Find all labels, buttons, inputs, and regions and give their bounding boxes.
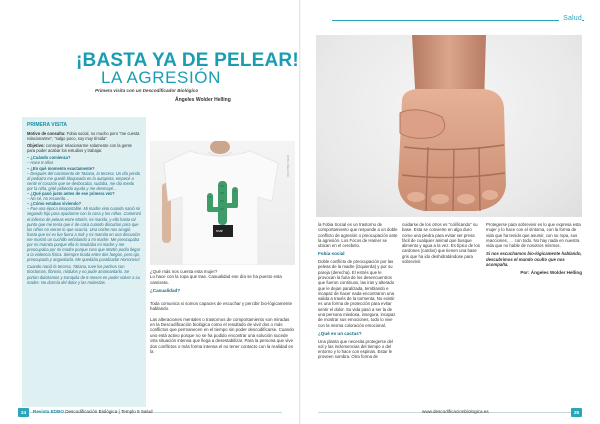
sidebar-answer: – Hace 8 años [27, 160, 54, 166]
fist-photo [316, 35, 582, 217]
left-body-text [150, 269, 295, 354]
section-rule [332, 20, 584, 21]
footer-left-text [33, 409, 153, 414]
page-number-right: 25 [571, 408, 582, 417]
article-byline: Por: Ángeles Wolder Helling [520, 270, 582, 276]
article-author: Ángeles Wolder Helling [175, 97, 231, 103]
objetivo-label: Objetivo: [27, 143, 45, 149]
left-paragraph: Las alteraciones mentales o trastornos de comportamiento son miradas en la Descodificación biológica como el resultado de vivir dos o más conflictos que permanecen en el tiempo sin poder descodificarse. Cuando uno está activo porque no se ha podido encontrar una solución sucede otra situación intensa que llega a desestabilizar. Para la persona que vive dos conflictos o más forma intensa el no tener contacto con la realidad es la [150, 316, 295, 355]
sidebar-question: – ¿En qué momento exactamente? [27, 165, 95, 171]
right-paragraph: Una planta que necesita protegerse del sol y las inclemencias del tiempo o del entorno y lo hace con espinas. Estar le proveen sombra. Otra forma de [318, 338, 394, 360]
sidebar-answer: – Después del nacimiento de Tatiana, la tercera. Un día yendo al pediatra me quedé bloqueada en la autopista, empecé a sentir el corazón que se desbocaba, sudaba, me dio miedo por la niña, grité pidiendo ayuda y me desmayé… [27, 170, 141, 191]
article-title: ¡BASTA YA DE PELEAR! [76, 50, 299, 71]
right-paragraph: Doble conflicto de preocupación por las peleas de la madre (izquierda) y por su pareja (derecha). El estrés que le provocan la furia de los desencuentros que fueron continuos, las iras y alterado que le dejan paralizada, temblando e incapaz de hacer nada encontraron una salida a través de la tormenta. No existir es una forma de protección para evitar sentir el dolor. Su vida pasó a ser la de una persona miedosa, insegura, incapaz de mostrar sus emociones, todo lo vive con la misma coloración emocional. [318, 259, 396, 328]
page-number-left: 24 [18, 408, 29, 417]
sidebar-answer: Cuando nació la tercera, Tatiana, tuve los pechos con tiroctomas, fibrosis, nódulos y no pude amamantarlo. Se portan dulcitamos y tranquila de 6 meses en poder volver a su madre. No dormía del dolor y las molestias. [27, 264, 140, 285]
left-paragraph: Lo hace con la ropa que trae. Casualidad ese día se ha puesto esta camiseta. [150, 274, 282, 285]
right-column-1 [318, 222, 398, 363]
fist-illustration [316, 35, 582, 217]
left-paragraph: ¿Qué más nos cuenta esta mujer? [150, 269, 218, 274]
right-paragraph: Protegerse para sobrevivir es lo que expresa esta mujer y lo hace con el síntoma, con la forma de vida que ha tenido que asumir, con su ropa, sus reacciones, … con todo. No hay nada en nuestra vida que no hable de nosotros mismos. [486, 222, 581, 249]
tshirt-pot-text: mar [216, 228, 223, 233]
left-subheading: ¿Casualidad? [150, 288, 181, 294]
right-column-2 [402, 222, 482, 267]
photo-credit: FOTO: ZARA.COM [286, 155, 289, 177]
sidebar-question: – ¿Cuándo comienza? [27, 155, 71, 161]
motivo-label: Motivo de consulta: [27, 131, 66, 136]
right-paragraph: la Fobia Social es un trastorno de comportamiento que responde a un doble conflicto de agresión o preocupación ante la agresión. Los Focos de Hamer se ubican en el cerebelo. [318, 222, 398, 249]
sidebar-question: – ¿Cómo estabas viviendo? [27, 201, 82, 207]
footer-issue: Descodificación Biológica | Templo 9 Salud [65, 409, 153, 414]
footer-url[interactable]: www.descodificacionbiologica.es [422, 409, 489, 414]
footer-magazine: Revista EDBO [33, 409, 64, 414]
sidebar-motivo [27, 131, 141, 141]
first-visit-sidebar [22, 117, 146, 407]
sidebar-answer: – Fue una época insoportable. Mi madre vino cuando nació mi segundo hijo para ayudarme con la casa y los niños. Comenzó el infierno de peleas entre Martín, mi marido, y ella hasta tal punto que me tenía que ir de casa cuando discutían para que los niños no vieran lo que ocurría. Una noche nos acogió hasta que mi ex fue fuera a mdr y mi mamita en una discusión me mostró un cuchillo señalando a mi madre. Me preocupaba por mi mamita porque ella lo insultaba mi madre y me preocupaba por mi madre porque creo que Martín podía llegar a la violencia física. Siempre tirada entre dos fuegos, pero ojo, preocupada y angustiada. Me quedaba paralizada! Horroroso! [27, 206, 142, 263]
tshirt-illustration [150, 141, 295, 265]
right-column-3 [486, 222, 582, 275]
page-gutter [299, 0, 301, 424]
right-subheading: Fobia social [318, 251, 345, 257]
motivo-text: Fobia social, no mucho pero “me cuesta relacionarme”, “salgo poco, soy muy tímida” [27, 131, 140, 142]
tshirt-photo [150, 141, 295, 265]
right-paragraph-bold: Si nos escuchamos bio-lógicamente hablando, descubrimos el mundo oculto que nos acompaña. [486, 251, 582, 268]
section-label: Salud [559, 15, 582, 22]
right-paragraph: cuidarse de los otros es “colificando” su base. Esta se convierte en algo duro como una piedra para evitar ser presa fácil de cualquier animal que busque alimento y agua a la vez. Es típico de los cardones (cardos) que tienen una base gris que ha ido deshidratándose para sobrevivir. [402, 222, 480, 265]
right-subheading: ¿Qué es un cactus? [318, 330, 362, 336]
sidebar-heading: PRIMERA VISITA [27, 122, 68, 128]
sidebar-answer: – No sé, no recuerdo… [27, 196, 70, 202]
objetivo-text: conseguir relacionarme solamente con la gente para poder acabar los estudios y trabajar. [27, 143, 132, 154]
article-subtitle: LA AGRESIÓN [101, 68, 221, 87]
sidebar-objetivo [27, 143, 141, 153]
article-kicker: Primera visita con un Descodificador Biológico [95, 88, 199, 93]
left-paragraph: Toda comunica si somos capaces de escuchar y percibir bio-lógicamente hablando. [150, 300, 293, 312]
sidebar-question: – ¿Qué pasó justo antes de ese primera vez? [27, 191, 115, 197]
